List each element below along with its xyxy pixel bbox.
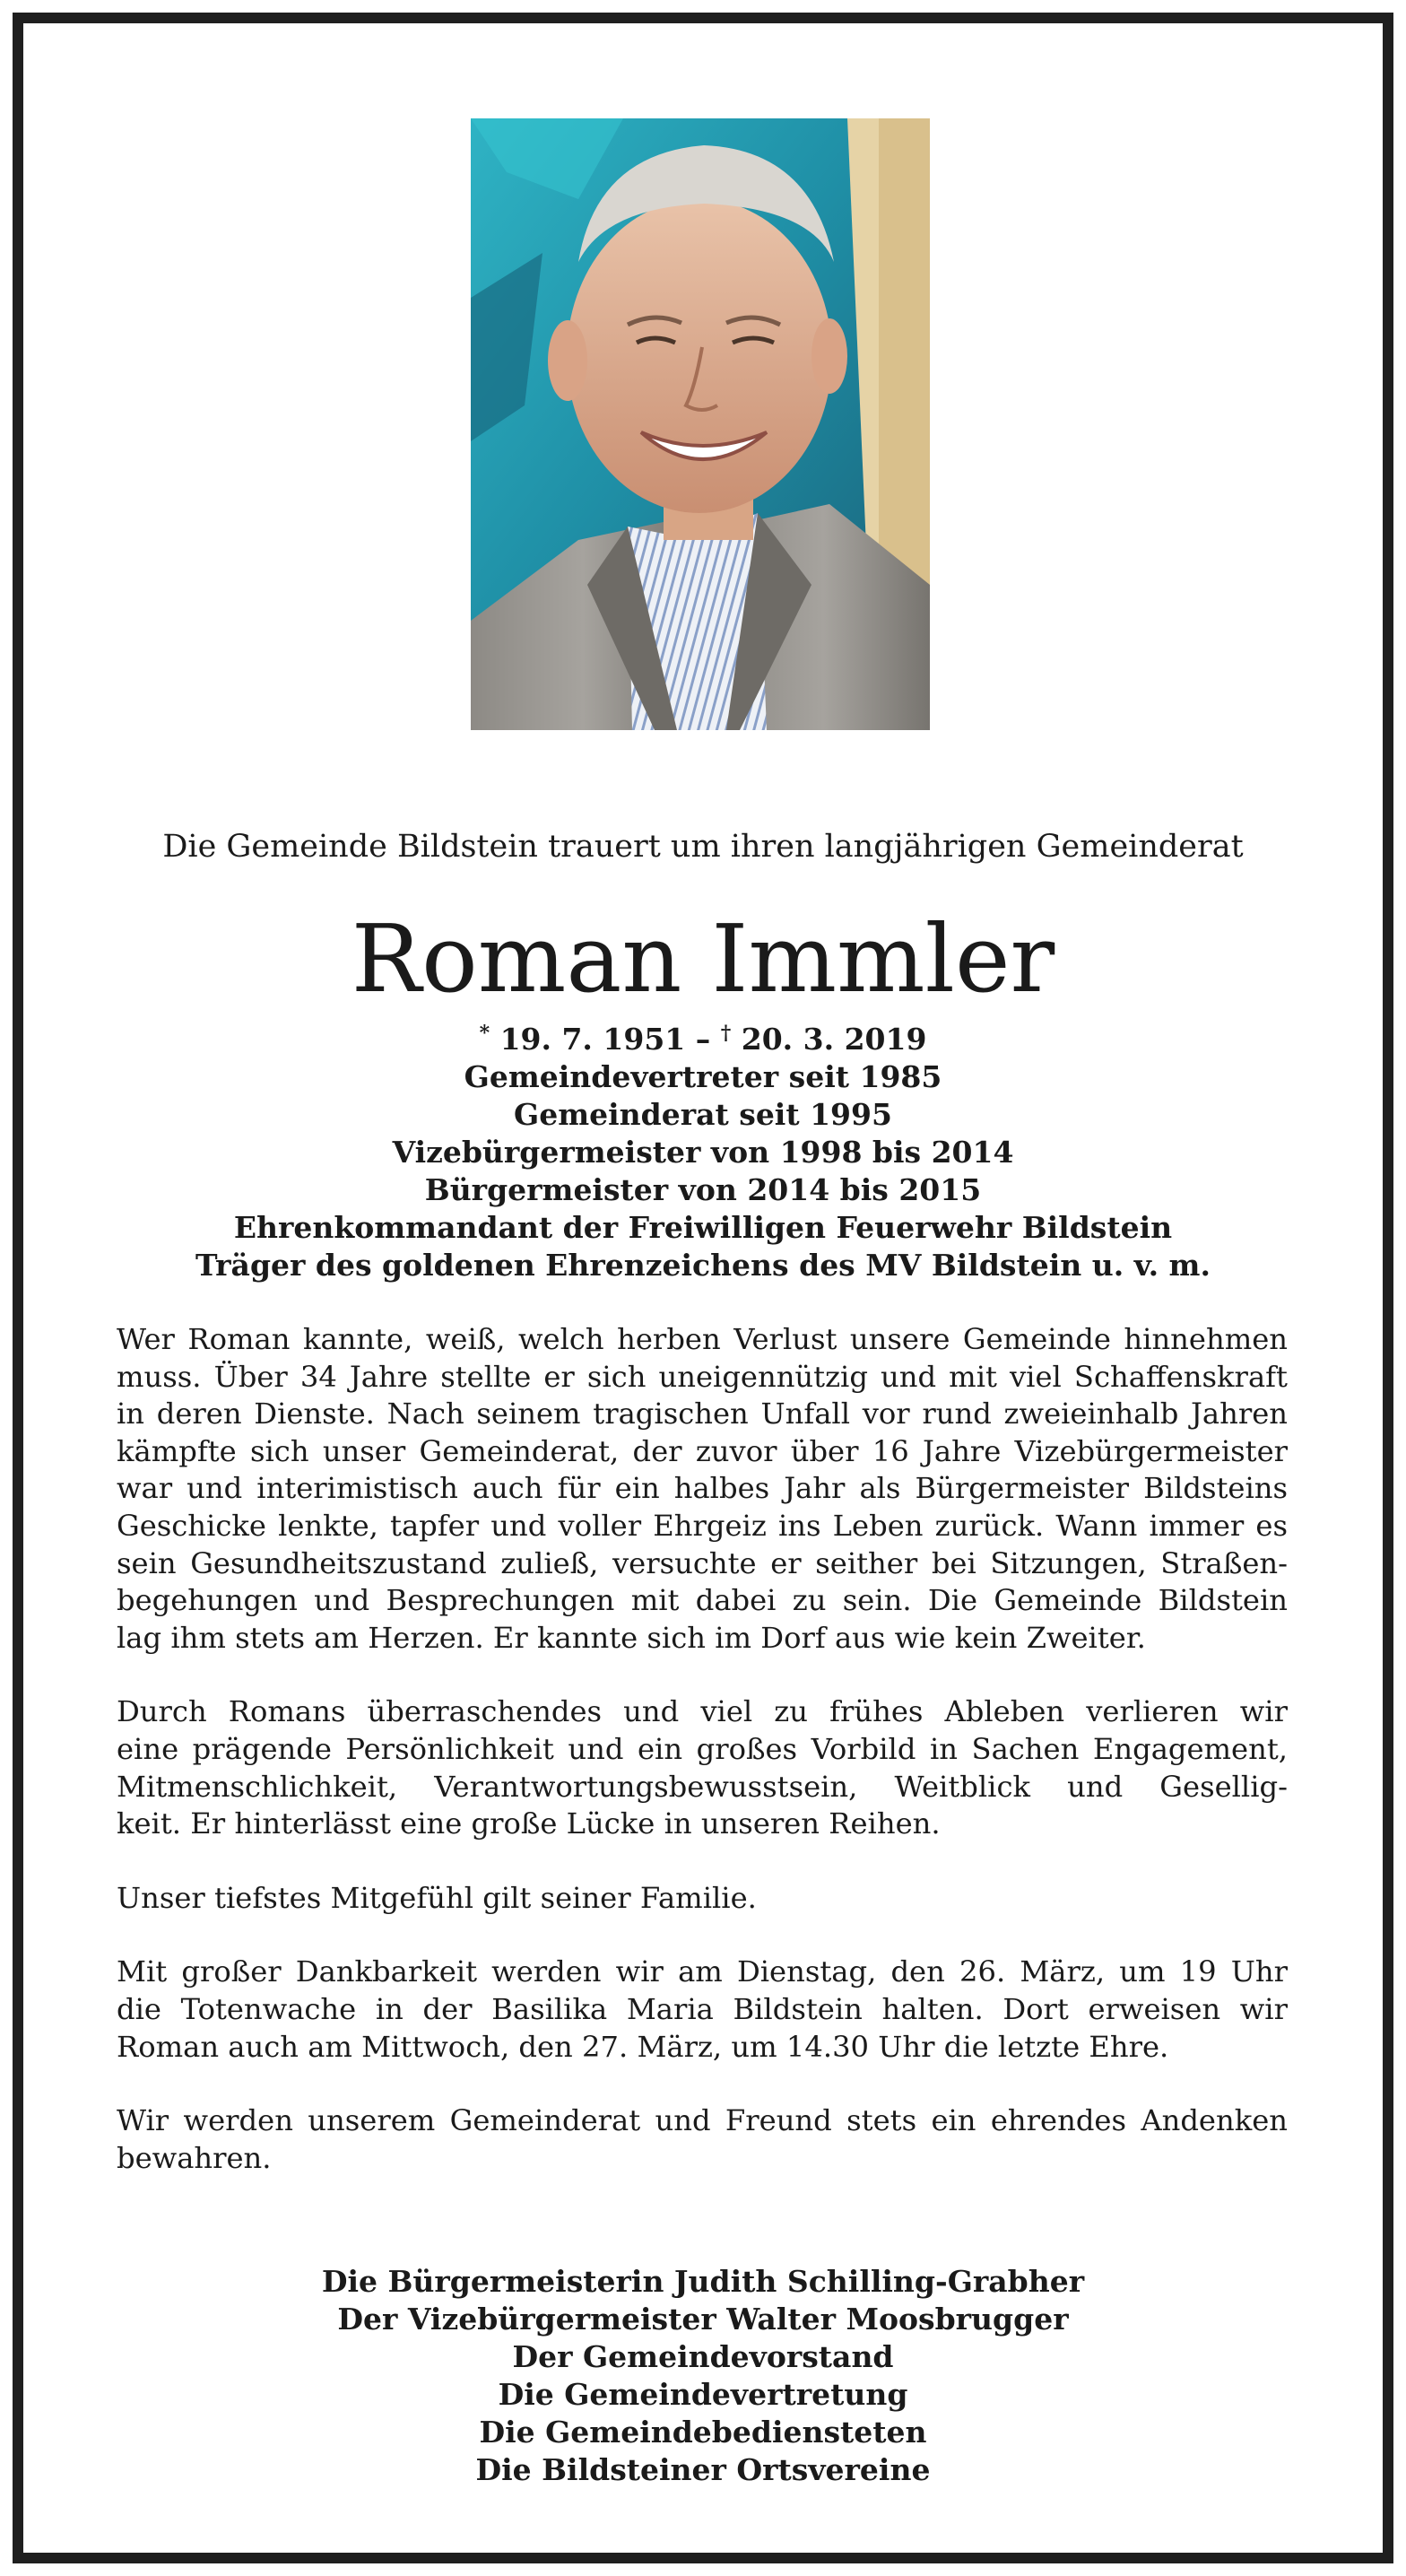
paragraph-3 bbox=[117, 1880, 1288, 1918]
signature-line: Die Gemeindebediensteten bbox=[479, 2415, 927, 2450]
paragraph-5 bbox=[117, 2102, 1288, 2177]
signature-line: Die Bildsteiner Ortsvereine bbox=[475, 2452, 931, 2487]
fact-line: Träger des goldenen Ehrenzeichens des MV Bildstein u. v. m. bbox=[195, 1248, 1211, 1283]
obituary-body bbox=[117, 1321, 1288, 2214]
text-line: sein Gesundheitszustand zuließ, versuchte er seither bei Sitzungen, Straßen- bbox=[117, 1545, 1288, 1580]
fact-line: Ehrenkommandant der Freiwilligen Feuerwehr Bildstein bbox=[233, 1210, 1173, 1245]
text-line: kämpfte sich unser Gemeinderat, der zuvor über 16 Jahre Vizebürgermeister bbox=[117, 1433, 1288, 1468]
portrait-photo bbox=[471, 118, 930, 730]
text-line: Wer Roman kannte, weiß, welch herben Verlust unsere Gemeinde hinnehmen bbox=[117, 1322, 1288, 1356]
intro-line: Die Gemeinde Bildstein trauert um ihren langjährigen Gemeinderat bbox=[162, 829, 1244, 865]
deceased-name: Roman Immler bbox=[351, 904, 1055, 1014]
text-line: Geschicke lenkte, tapfer und voller Ehrgeiz ins Leben zurück. Wann immer es bbox=[117, 1508, 1288, 1543]
text-line: muss. Über 34 Jahre stellte er sich uneigennützig und mit viel Schaffenskraft bbox=[117, 1359, 1288, 1394]
paragraph-1 bbox=[117, 1321, 1288, 1657]
text-line: Roman auch am Mittwoch, den 27. März, um 14.30 Uhr die letzte Ehre. bbox=[117, 2029, 1169, 2064]
text-line: bewahren. bbox=[117, 2140, 272, 2175]
fact-line: Gemeindevertreter seit 1985 bbox=[464, 1059, 942, 1094]
paragraph-4 bbox=[117, 1954, 1288, 2066]
text-line: in deren Dienste. Nach seinem tragischen Unfall vor rund zweieinhalb Jahren bbox=[117, 1397, 1288, 1432]
signatures-block bbox=[0, 2263, 1406, 2489]
text-line: eine prägende Persönlichkeit und ein großes Vorbild in Sachen Engagement, bbox=[117, 1731, 1288, 1766]
text-line: die Totenwache in der Basilika Maria Bildstein halten. Dort erweisen wir bbox=[117, 1991, 1288, 2026]
life-dates bbox=[0, 1021, 1406, 1058]
text-line: keit. Er hinterlässt eine große Lücke in unseren Reihen. bbox=[117, 1806, 941, 1841]
paragraph-2 bbox=[117, 1693, 1288, 1842]
facts-block bbox=[0, 1021, 1406, 1284]
signature-line: Die Gemeindevertretung bbox=[498, 2377, 908, 2412]
signature-line: Der Vizebürgermeister Walter Moosbrugger bbox=[337, 2302, 1069, 2337]
fact-line: Vizebürgermeister von 1998 bis 2014 bbox=[392, 1135, 1014, 1170]
text-line: Durch Romans überraschendes und viel zu frühes Ableben verlieren wir bbox=[117, 1694, 1288, 1729]
birth-date: 19. 7. 1951 – bbox=[490, 1022, 721, 1057]
text-line: Mit großer Dankbarkeit werden wir am Dienstag, den 26. März, um 19 Uhr bbox=[117, 1954, 1288, 1989]
signature-line: Die Bürgermeisterin Judith Schilling-Grabher bbox=[321, 2264, 1085, 2299]
text-line: Unser tiefstes Mitgefühl gilt seiner Familie. bbox=[117, 1880, 757, 1915]
death-date: 20. 3. 2019 bbox=[731, 1022, 927, 1057]
text-line: Mitmenschlichkeit, Verantwortungsbewusstsein, Weitblick und Gesellig- bbox=[117, 1769, 1288, 1804]
fact-line: Gemeinderat seit 1995 bbox=[514, 1097, 892, 1132]
signature-line: Der Gemeindevorstand bbox=[512, 2339, 894, 2374]
fact-line: Bürgermeister von 2014 bis 2015 bbox=[424, 1172, 982, 1207]
text-line: lag ihm stets am Herzen. Er kannte sich im Dorf aus wie kein Zweiter. bbox=[117, 1620, 1146, 1655]
text-line: begehungen und Besprechungen mit dabei zu sein. Die Gemeinde Bildstein bbox=[117, 1583, 1288, 1618]
birth-symbol: * bbox=[479, 1022, 490, 1045]
text-line: war und interimistisch auch für ein halbes Jahr als Bürgermeister Bildsteins bbox=[117, 1471, 1288, 1506]
text-line: Wir werden unserem Gemeinderat und Freund stets ein ehrendes Andenken bbox=[117, 2103, 1288, 2138]
death-symbol: † bbox=[720, 1022, 732, 1045]
